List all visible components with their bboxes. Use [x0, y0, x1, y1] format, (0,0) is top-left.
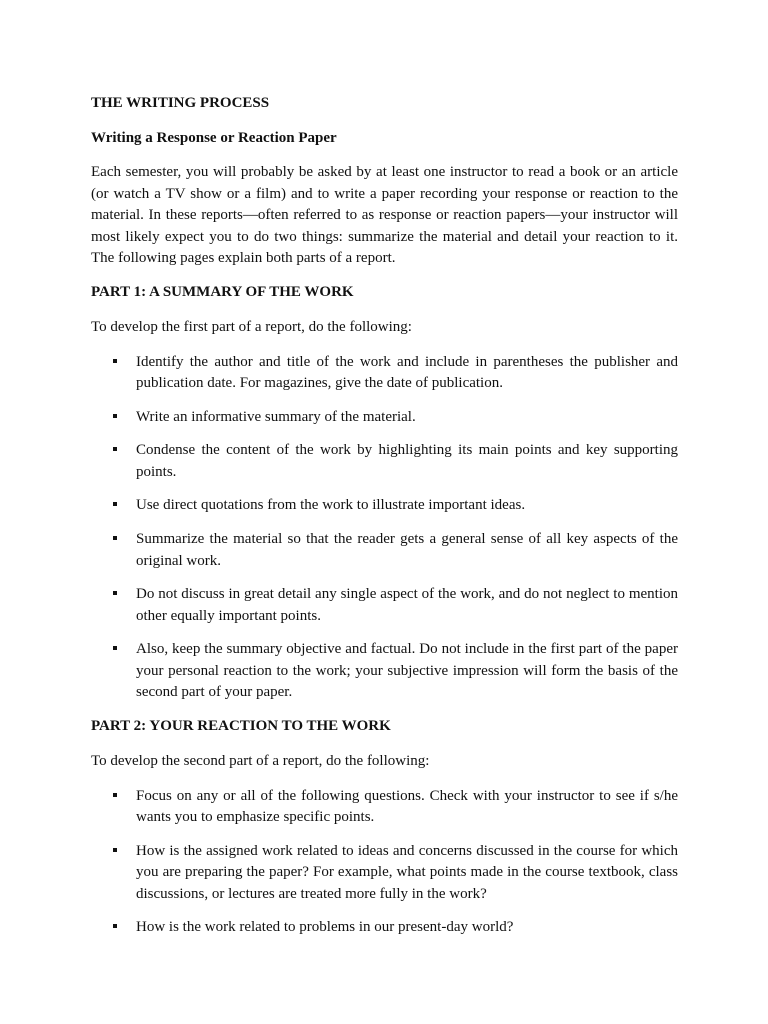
- list-item: [91, 639, 678, 703]
- bullet-icon: [113, 591, 117, 595]
- list-item-text: Do not discuss in great detail any single aspect of the work, and do not neglect to mention other equally important points.: [136, 586, 678, 624]
- bullet-icon: [113, 793, 117, 797]
- list-item-text: How is the work related to problems in our present-day world?: [136, 919, 514, 936]
- list-item-text: Write an informative summary of the material.: [136, 408, 416, 425]
- bullet-icon: [113, 502, 117, 506]
- part2-list: [91, 786, 678, 939]
- bullet-icon: [113, 359, 117, 363]
- list-item: [91, 495, 678, 516]
- part1-list: [91, 352, 678, 704]
- page-subtitle: Writing a Response or Reaction Paper: [91, 130, 337, 146]
- page-title: THE WRITING PROCESS: [91, 95, 270, 111]
- list-item: [91, 529, 678, 572]
- list-item-text: Also, keep the summary objective and factual. Do not include in the first part of the paper your personal reaction to the work; your subjective impression will form the basis of the second part of your paper.: [136, 641, 678, 701]
- bullet-icon: [113, 536, 117, 540]
- list-item: [91, 917, 678, 938]
- bullet-icon: [113, 447, 117, 451]
- list-item-text: Focus on any or all of the following questions. Check with your instructor to see if s/he wants you to emphasize specific points.: [136, 787, 678, 826]
- part1-lead: To develop the first part of a report, do the following:: [91, 318, 412, 335]
- bullet-icon: [113, 848, 117, 852]
- part1-heading: PART 1: A SUMMARY OF THE WORK: [91, 283, 354, 300]
- intro-paragraph: Each semester, you will probably be asked by at least one instructor to read a book or an article (or watch a TV show or a film) and to write a paper recording your response or reaction to the material. In these reports—often referred to as response or reaction papers—your instructor will most likely expect you to do two things: summarize the material and detail your reaction to it. The following pages explain both parts of a report.: [91, 164, 678, 266]
- list-item-text: How is the assigned work related to ideas and concerns discussed in the course for which you are preparing the paper? For example, what points made in the course textbook, class discussions, or lectures are treated more fully in the work?: [136, 842, 678, 902]
- list-item: [91, 440, 678, 483]
- list-item-text: Summarize the material so that the reader gets a general sense of all key aspects of the original work.: [136, 531, 678, 569]
- list-item: [91, 841, 678, 905]
- bullet-icon: [113, 646, 117, 650]
- part2-lead: To develop the second part of a report, do the following:: [91, 752, 430, 769]
- list-item-text: Condense the content of the work by highlighting its main points and key supporting points.: [136, 442, 678, 480]
- bullet-icon: [113, 414, 117, 418]
- list-item: [91, 352, 678, 395]
- bullet-icon: [113, 924, 117, 928]
- document-body: [91, 93, 678, 951]
- part2-heading: PART 2: YOUR REACTION TO THE WORK: [91, 717, 391, 734]
- list-item-text: Use direct quotations from the work to illustrate important ideas.: [136, 497, 526, 514]
- list-item: [91, 584, 678, 627]
- list-item-text: Identify the author and title of the work and include in parentheses the publisher and publication date. For magazines, give the date of publication.: [136, 353, 678, 391]
- list-item: [91, 786, 678, 829]
- list-item: [91, 407, 678, 428]
